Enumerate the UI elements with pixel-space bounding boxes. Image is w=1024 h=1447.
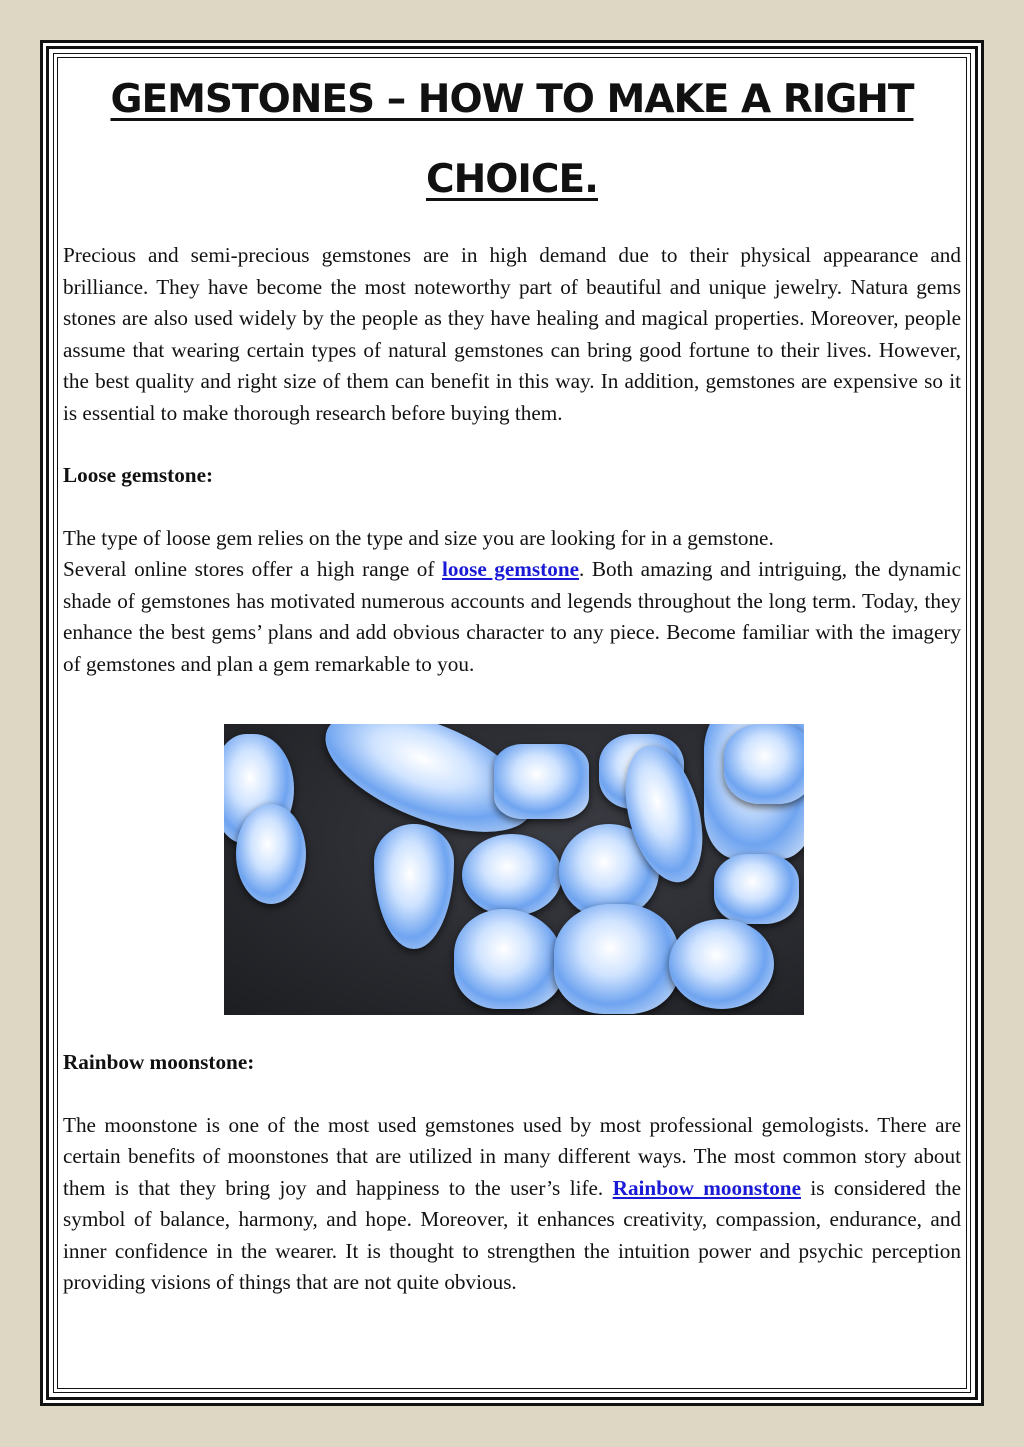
loose-text-before: Several online stores offer a high range of bbox=[63, 557, 442, 581]
title-line-1: GEMSTONES – HOW TO MAKE A RIGHT bbox=[110, 77, 914, 122]
title-line-2: CHOICE. bbox=[425, 157, 598, 202]
document-body bbox=[63, 60, 961, 1299]
intro-paragraph: Precious and semi-precious gemstones are in high demand due to their physical appearance and brilliance. They have become the most noteworthy part of beautiful and unique jewelry. Natura gems stones are also used widely by the people as they have healing and magical properties. Moreover, people assume that wearing certain types of natural gemstones can bring good fortune to their lives. However, the best quality and right size of them can benefit in this way. In addition, gemstones are expensive so it is essential to make thorough research before buying them. bbox=[63, 243, 961, 425]
rainbow-moonstone-paragraph bbox=[63, 1110, 961, 1299]
rainbow-text-before: The moonstone is one of the most used gemstones used by most professional gemologists. There are certain benefits of moonstones that are utilized in many different ways. The most common story about them is that they bring joy and happiness to the user’s life. bbox=[63, 1112, 961, 1200]
loose-gemstone-link[interactable]: loose gemstone bbox=[442, 557, 580, 581]
loose-gemstone-heading: Loose gemstone: bbox=[63, 463, 214, 487]
loose-gemstone-line: The type of loose gem relies on the type and size you are looking for in a gemstone. bbox=[63, 525, 774, 550]
rainbow-moonstone-link[interactable]: Rainbow moonstone bbox=[612, 1175, 801, 1200]
rainbow-text-after: is considered the symbol of balance, harmony, and hope. Moreover, it enhances creativity, compassion, endurance, and inner confidence in the wearer. It is thought to strengthen the intuition power and psychic perception providing visions of things that are not quite obvious. bbox=[63, 1175, 961, 1294]
rainbow-moonstone-heading: Rainbow moonstone: bbox=[63, 1050, 255, 1074]
loose-gemstone-paragraph bbox=[63, 554, 961, 680]
page-title bbox=[63, 60, 961, 220]
loose-text-after: . Both amazing and intriguing, the dynamic shade of gemstones has motivated numerous accounts and legends throughout the long term. Today, they enhance the best gems’ plans and add obvious character to any piece. Become familiar with the imagery of gemstones and plan a gem remarkable to you. bbox=[63, 557, 961, 676]
moonstone-gems-photo bbox=[224, 724, 804, 1015]
